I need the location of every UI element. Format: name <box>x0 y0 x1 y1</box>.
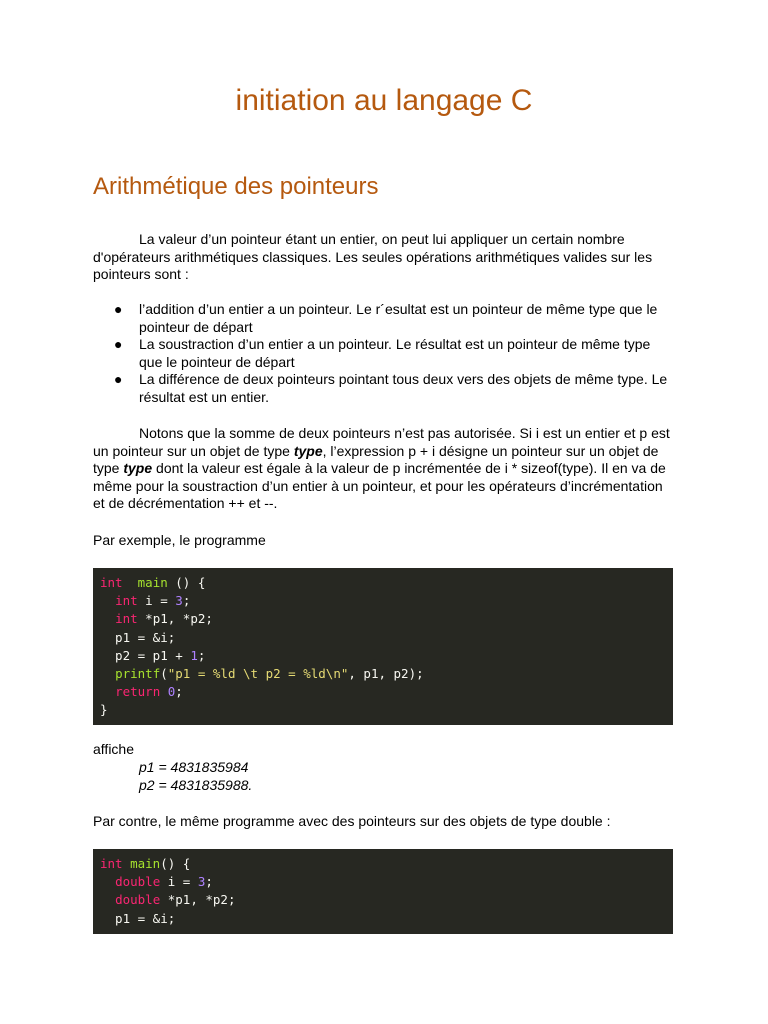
code-line <box>100 910 673 928</box>
output-line: p2 = 4831835988. <box>139 777 253 793</box>
operations-list <box>93 301 675 407</box>
bullet-icon: ● <box>114 301 123 317</box>
code-token <box>100 684 115 699</box>
code-token <box>100 593 115 608</box>
code-token <box>100 874 115 889</box>
list-item <box>93 301 675 336</box>
code-line <box>100 701 673 719</box>
code-token: 3 <box>175 593 183 609</box>
code-token: 3 <box>197 874 206 890</box>
code-token: ; <box>182 593 191 609</box>
code-token: p1 = &i; <box>100 910 176 926</box>
code-token: 1 <box>190 647 198 663</box>
code-token <box>160 684 168 699</box>
output-label: affiche <box>93 741 134 757</box>
code-token <box>100 892 115 907</box>
code-token: int <box>100 856 123 871</box>
code-token: i = <box>160 874 198 890</box>
code-line <box>100 665 673 683</box>
code-line <box>100 574 673 592</box>
code-token: ( <box>160 665 168 681</box>
code-line <box>100 683 673 701</box>
code-token <box>100 611 115 626</box>
code-token: main <box>130 856 161 871</box>
code-token: *p1, *p2; <box>160 892 236 908</box>
page-title: initiation au langage C <box>235 84 533 117</box>
section-heading: Arithmétique des pointeurs <box>93 173 379 200</box>
code-line <box>100 873 673 891</box>
bullet-icon: ● <box>114 371 123 388</box>
code-token <box>100 666 115 681</box>
code-token: printf <box>115 665 161 681</box>
code-line <box>100 610 673 628</box>
code-token: main <box>137 575 168 590</box>
code-line <box>100 647 673 665</box>
note-emphasis: type <box>123 460 153 477</box>
code-token: int <box>115 611 138 627</box>
code-token: "p1 = %ld \t p2 = %ld\n" <box>167 665 349 681</box>
code-line <box>100 629 673 647</box>
code-line <box>100 855 673 873</box>
code-token: double <box>115 892 161 908</box>
list-item-text: La soustraction d’un entier a un pointeur. Le résultat est un pointeur de même type que le pointeur de départ <box>139 336 651 370</box>
code-line <box>100 891 673 909</box>
example-intro: Par exemple, le programme <box>93 532 266 548</box>
list-item <box>93 371 675 406</box>
list-item-text: l’addition d’un entier a un pointeur. Le r´esultat est un pointeur de même type que le pointeur de départ <box>139 301 658 335</box>
code-token: return <box>115 684 161 700</box>
bullet-icon: ● <box>114 336 123 353</box>
note-text: dont la valeur est égale à la valeur de p incrémentée de i * sizeof(type). Il en va de même pour la soustraction d’un entier à un pointeur, et pour les opérateurs d’incrémentation et de décrémentation ++ et --. <box>93 460 666 512</box>
code-token <box>123 575 138 590</box>
code-token: p1 = &i; <box>100 629 176 645</box>
code-token: , p1, p2); <box>348 665 424 681</box>
output-line: p1 = 4831835984 <box>139 759 249 775</box>
code-token: int <box>100 575 123 590</box>
code-token: p2 = p1 + <box>100 647 191 663</box>
code-token: double <box>115 874 161 890</box>
code-token: ; <box>197 647 206 663</box>
code-token: ; <box>175 684 183 700</box>
note-text: , l’expression p + i désigne un pointeur sur un objet de type <box>93 442 659 477</box>
code-block-example <box>93 568 673 725</box>
code-token: *p1, *p2; <box>137 611 213 627</box>
code-token: 0 <box>167 684 176 700</box>
code-token: () { <box>160 856 191 871</box>
code-token: int <box>115 593 138 609</box>
note-emphasis: type <box>293 442 323 459</box>
note-text: Notons que la somme de deux pointeurs n’est pas autorisée. Si i est un entier et p est un pointeur sur un objet de type <box>93 425 670 459</box>
list-item-text: La différence de deux pointeurs pointant tous deux vers des objets de même type. Le résultat est un entier. <box>139 371 668 405</box>
code-token: () { <box>167 575 206 590</box>
code-line <box>100 592 673 610</box>
code-token <box>123 856 131 871</box>
code-token: } <box>100 702 108 718</box>
contrast-intro: Par contre, le même programme avec des pointeurs sur des objets de type double : <box>93 813 611 829</box>
code-token: i = <box>137 593 176 609</box>
note-paragraph <box>93 425 675 513</box>
code-block-double <box>93 849 673 934</box>
intro-paragraph: La valeur d’un pointeur étant un entier, on peut lui appliquer un certain nombre d'opérateurs arithmétiques classiques. Les seules opérations arithmétiques valides sur les pointeurs sont : <box>93 231 653 283</box>
list-item <box>93 336 675 371</box>
code-token: ; <box>205 874 213 890</box>
